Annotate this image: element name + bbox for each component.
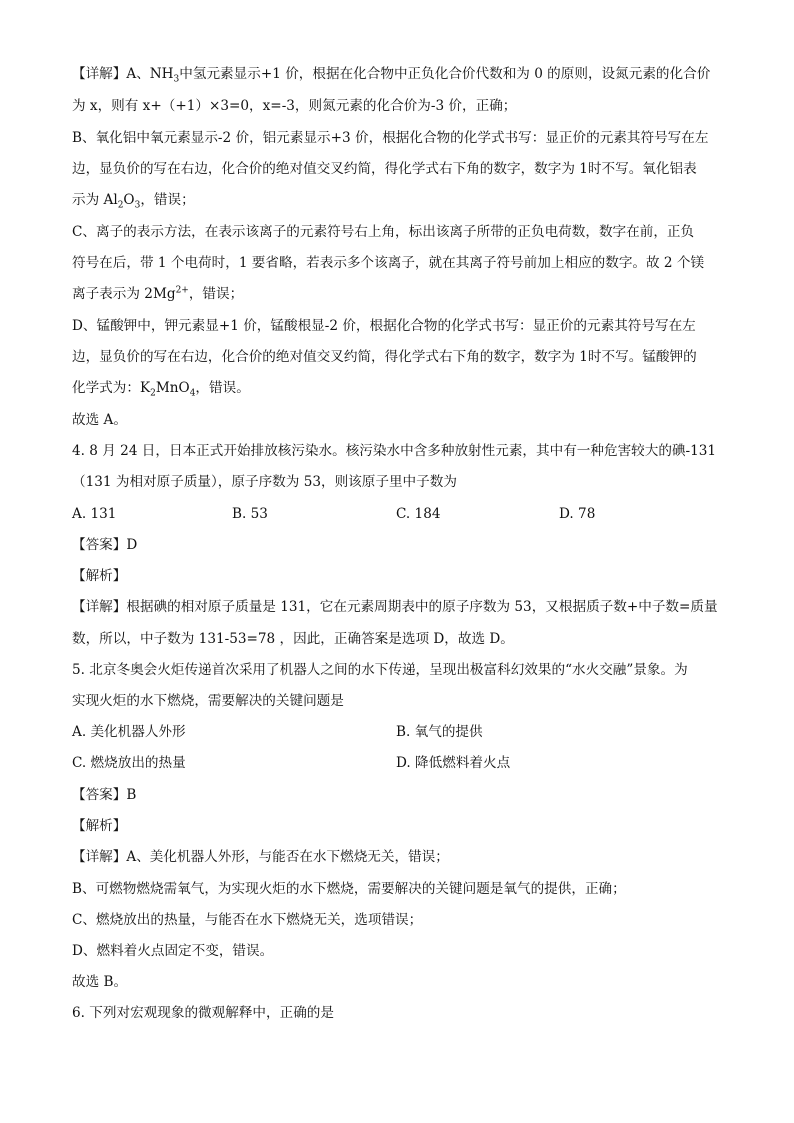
q3-detail-line-8: 离子表示为 $2Mg^{2+}$，错误；	[72, 285, 244, 302]
q4-detail-line-1: 【详解】根据碘的相对原子质量是 131，它在元素周期表中的原子序数为 53，又根据质子数+中子数=质量	[72, 599, 718, 615]
q5-options-row-1	[72, 726, 732, 742]
q3-detail-line-5: 示为 $Al_2O_3$，错误；	[72, 192, 195, 211]
q5-detail-line-2: B、可燃物燃烧需氧气，为实现火炬的水下燃烧，需要解决的关键问题是氧气的提供，正确；	[72, 881, 626, 897]
q5-options-row-2	[72, 757, 732, 773]
q5-option-a: A. 美化机器人外形	[72, 724, 186, 740]
q4-option-a: A. 131	[72, 506, 117, 522]
q3-detail-line-1: 【详解】A、$NH_3$中氢元素显示+1 价，根据在化合物中正负化合价代数和为 0 的原则，设氮元素的化合价	[72, 66, 711, 85]
q4-options	[72, 508, 732, 524]
q3-conclusion: 故选 A。	[72, 412, 127, 428]
q3-detail-line-10: 边，显负价的写在右边，化合价的绝对值交叉约简，得化学式右下角的数字，数字为 1时不写。锰酸钾的	[72, 349, 697, 365]
q3-detail-line-4: 边，显负价的写在右边，化合价的绝对值交叉约简，得化学式右下角的数字，数字为 1时不写。氧化铝表	[72, 161, 697, 177]
q5-answer: 【答案】B	[72, 787, 137, 803]
q4-detail-line-2: 数，所以，中子数为 131-53=78 ，因此，正确答案是选项 D，故选 D。	[72, 631, 514, 647]
q5-stem-line-2: 实现火炬的水下燃烧，需要解决的关键问题是	[72, 693, 344, 709]
q4-stem-line-1: 4. 8 月 24 日，日本正式开始排放核污染水。核污染水中含多种放射性元素，其中有一种危害较大的碘-131	[72, 443, 717, 459]
q4-option-b: B. 53	[232, 506, 268, 522]
q5-analysis-heading: 【解析】	[72, 818, 127, 834]
q5-detail-line-1: 【详解】A、美化机器人外形，与能否在水下燃烧无关，错误；	[72, 849, 449, 865]
q5-stem-line-1: 5. 北京冬奥会火炬传递首次采用了机器人之间的水下传递，呈现出极富科幻效果的“水火交融”景象。为	[72, 662, 688, 678]
q5-detail-line-4: D、燃料着火点固定不变，错误。	[72, 943, 274, 959]
q3-detail-line-3: B、氧化铝中氧元素显示-2 价，铝元素显示+3 价，根据化合物的化学式书写：显正价的元素其符号写在左	[72, 130, 709, 146]
q3-detail-line-6: C、离子的表示方法，在表示该离子的元素符号右上角，标出该离子所带的正负电荷数，数字在前，正负	[72, 224, 695, 240]
q4-stem-line-2: （131 为相对原子质量），原子序数为 53，则该原子里中子数为	[72, 474, 457, 490]
q5-option-d: D. 降低燃料着火点	[396, 755, 511, 771]
q3-detail-line-7: 符号在后，带 1 个电荷时，1 要省略，若表示多个该离子，就在其离子符号前加上相应的数字。故 2 个镁	[72, 255, 705, 271]
q3-detail-line-2: 为 x，则有 x+（+1）×3=0，x=-3，则氮元素的化合价为-3 价，正确；	[72, 98, 517, 114]
q4-option-d: D. 78	[559, 506, 596, 522]
q3-detail-line-9: D、锰酸钾中，钾元素显+1 价，锰酸根显-2 价，根据化合物的化学式书写：显正价的元素其符号写在左	[72, 318, 696, 334]
q4-option-c: C. 184	[396, 506, 441, 522]
q5-detail-line-3: C、燃烧放出的热量，与能否在水下燃烧无关，选项错误；	[72, 912, 423, 928]
q6-stem: 6. 下列对宏观现象的微观解释中，正确的是	[72, 1005, 334, 1021]
q5-option-b: B. 氧气的提供	[396, 724, 483, 740]
q5-option-c: C. 燃烧放出的热量	[72, 755, 186, 771]
q4-analysis-heading: 【解析】	[72, 568, 127, 584]
q3-detail-line-11: 化学式为：$K_2MnO_4$，错误。	[72, 380, 250, 399]
q4-answer: 【答案】D	[72, 537, 138, 553]
q5-conclusion: 故选 B。	[72, 974, 128, 990]
